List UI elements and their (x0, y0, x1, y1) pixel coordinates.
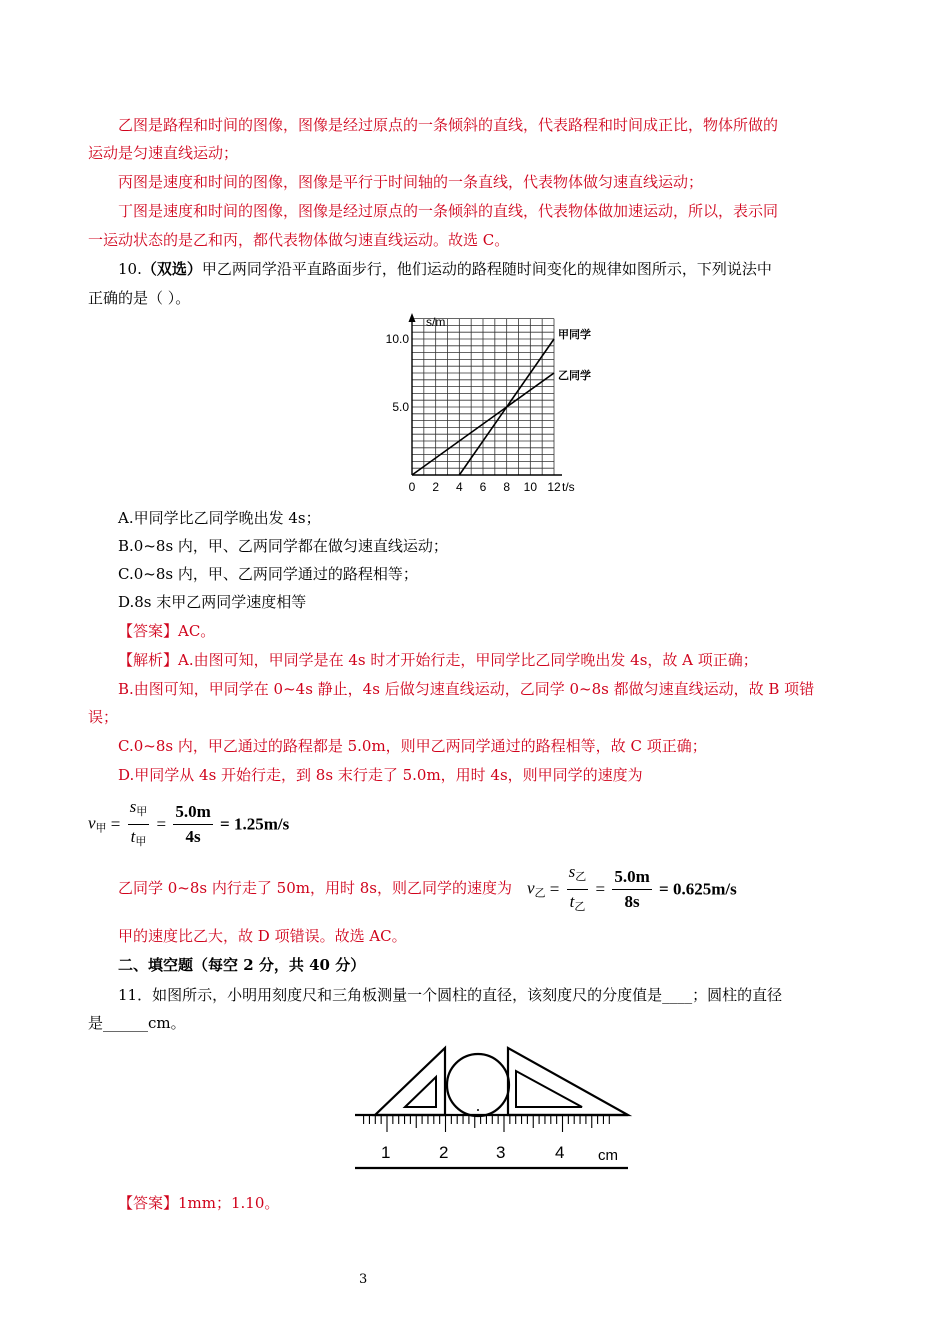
formula-jia-v: v (88, 813, 96, 833)
formula-jia-s: s (129, 797, 137, 816)
x-tick-label: 0 (408, 480, 416, 494)
q10-stem-line2: 正确的是（ ）。 (88, 289, 191, 307)
page-number: 3 (359, 1272, 368, 1287)
q10-distance-time-chart (375, 310, 605, 500)
q10-number: 10. (118, 260, 142, 278)
q11-ruler-figure (350, 1045, 635, 1175)
y-axis-label: s/m (426, 315, 446, 329)
q9-ding-line2: 一运动状态的是乙和丙，都代表物体做匀速直线运动。故选 C。 (88, 231, 510, 249)
formula-yi-t-sub: 乙 (574, 901, 586, 913)
q9-ding-line1: 丁图是速度和时间的图像，图像是经过原点的一条倾斜的直线，代表物体做加速运动，所以，表示同 (118, 202, 779, 220)
formula-yi-ratio (567, 861, 589, 918)
q9-yi-line2: 运动是匀速直线运动； (88, 144, 239, 162)
q9-yi-line1: 乙图是路程和时间的图像，图像是经过原点的一条倾斜的直线，代表路程和时间成正比，物体所做的 (118, 116, 779, 134)
right-triangle-outer (508, 1048, 628, 1115)
formula-jia-ratio (128, 796, 150, 853)
q10-stem-text: 甲乙两同学沿平直路面步行，他们运动的路程随时间变化的规律如图所示，下列说法中 (201, 260, 772, 278)
y-tick-label: 5.0 (392, 400, 409, 414)
formula-yi-values (612, 866, 651, 913)
ruler-label-4: 4 (555, 1143, 565, 1162)
formula-yi-result: = 0.625m/s (659, 879, 737, 899)
formula-jia-num: 5.0m (173, 801, 212, 825)
formula-yi-den: 8s (624, 892, 640, 911)
x-tick-label: 12 (547, 480, 561, 494)
formula-jia-result: = 1.25m/s (220, 814, 290, 834)
chart-grid (412, 319, 554, 475)
y-tick-label: 10.0 (385, 332, 409, 346)
ruler-label-2: 2 (439, 1143, 449, 1162)
chart-axes (409, 313, 563, 475)
q10-analysis-b2: 误； (88, 708, 119, 726)
y-axis-arrow (409, 313, 416, 322)
x-tick-label: 8 (503, 480, 511, 494)
q10-option-a: A.甲同学比乙同学晚出发 4s； (118, 509, 321, 527)
formula-jia-v-sub: 甲 (95, 822, 107, 835)
formula-jia-speed: $v_甲$ = $\frac{s_甲}{t_甲}$ = $\frac{5.0m}{4s}$ = 1.25m/s (88, 796, 289, 853)
formula-jia-s-sub: 甲 (136, 806, 148, 818)
q10-analysis-c: C.0~8s 内，甲乙通过的路程都是 5.0m，则甲乙两同学通过的路程相等，故 C 项正确； (118, 737, 707, 755)
ruler-label-cm: cm (598, 1147, 618, 1164)
x-tick-label: 10 (523, 480, 538, 494)
q9-bing: 丙图是速度和时间的图像，图像是平行于时间轴的一条直线，代表物体做匀速直线运动； (118, 173, 704, 191)
ruler-label-3: 3 (496, 1143, 506, 1162)
formula-yi-v-sub: 乙 (534, 887, 546, 900)
q10-yi-text: 乙同学 0~8s 内行走了 50m，用时 8s，则乙同学的速度为 (118, 879, 512, 897)
left-triangle-outer (375, 1048, 445, 1115)
series-label-yi: 乙同学 (558, 370, 591, 382)
q10-conclusion: 甲的速度比乙大，故 D 项错误。故选 AC。 (118, 927, 407, 945)
q11-stem-line1: 11．如图所示，小明用刻度尺和三角板测量一个圆柱的直径，该刻度尺的分度值是____；圆柱的直径 (118, 986, 783, 1004)
x-axis-label: t/s (562, 480, 575, 494)
section2-title: 二、填空题（每空 2 分，共 40 分） (118, 956, 366, 974)
q11-answer: 【答案】1mm；1.10。 (118, 1194, 280, 1212)
formula-yi-t: t (569, 892, 575, 911)
ruler-label-1: 1 (381, 1143, 391, 1162)
formula-yi-s-sub: 乙 (575, 871, 587, 883)
formula-yi-v: v (527, 878, 535, 898)
cylinder-circle (447, 1054, 509, 1116)
formula-yi-speed: $v_乙$ = $\frac{s_乙}{t_乙}$ = $\frac{5.0m}{8s}$ = 0.625m/s (527, 861, 737, 918)
formula-jia-den: 4s (185, 827, 201, 846)
x-tick-label: 4 (455, 480, 463, 494)
x-tick-label: 2 (432, 480, 440, 494)
series-label-jia: 甲同学 (558, 329, 591, 341)
ruler-ticks (364, 1116, 610, 1132)
q10-option-c: C.0~8s 内，甲、乙两同学通过的路程相等； (118, 565, 418, 583)
q10-option-d: D.8s 末甲乙两同学速度相等 (118, 593, 307, 611)
formula-jia-t: t (130, 827, 136, 846)
q10-analysis-b1: B.由图可知，甲同学在 0~4s 静止，4s 后做匀速直线运动，乙同学 0~8s 都做匀速直线运动，故 B 项错 (118, 680, 815, 698)
q10-analysis-d: D.甲同学从 4s 开始行走，到 8s 末行走了 5.0m，用时 4s，则甲同学的速度为 (118, 766, 643, 784)
x-tick-label: 6 (479, 480, 487, 494)
q11-stem-line2: 是______cm。 (88, 1014, 186, 1032)
chart-labels (386, 315, 591, 494)
q10-answer: 【答案】AC。 (118, 622, 216, 640)
q10-analysis-a: 【解析】A.由图可知，甲同学是在 4s 时才开始行走，甲同学比乙同学晚出发 4s，故 A 项正确； (118, 651, 758, 669)
formula-jia-t-sub: 甲 (135, 836, 147, 848)
cylinder-contact-point (477, 1109, 479, 1111)
formula-jia-values (173, 801, 212, 848)
right-triangle-inner (516, 1071, 582, 1107)
q10-stem-line1 (118, 259, 772, 279)
formula-yi-num: 5.0m (612, 866, 651, 890)
q10-tag: （双选） (141, 260, 202, 278)
q10-option-b: B.0~8s 内，甲、乙两同学都在做匀速直线运动； (118, 537, 448, 555)
formula-yi-s: s (568, 862, 576, 881)
